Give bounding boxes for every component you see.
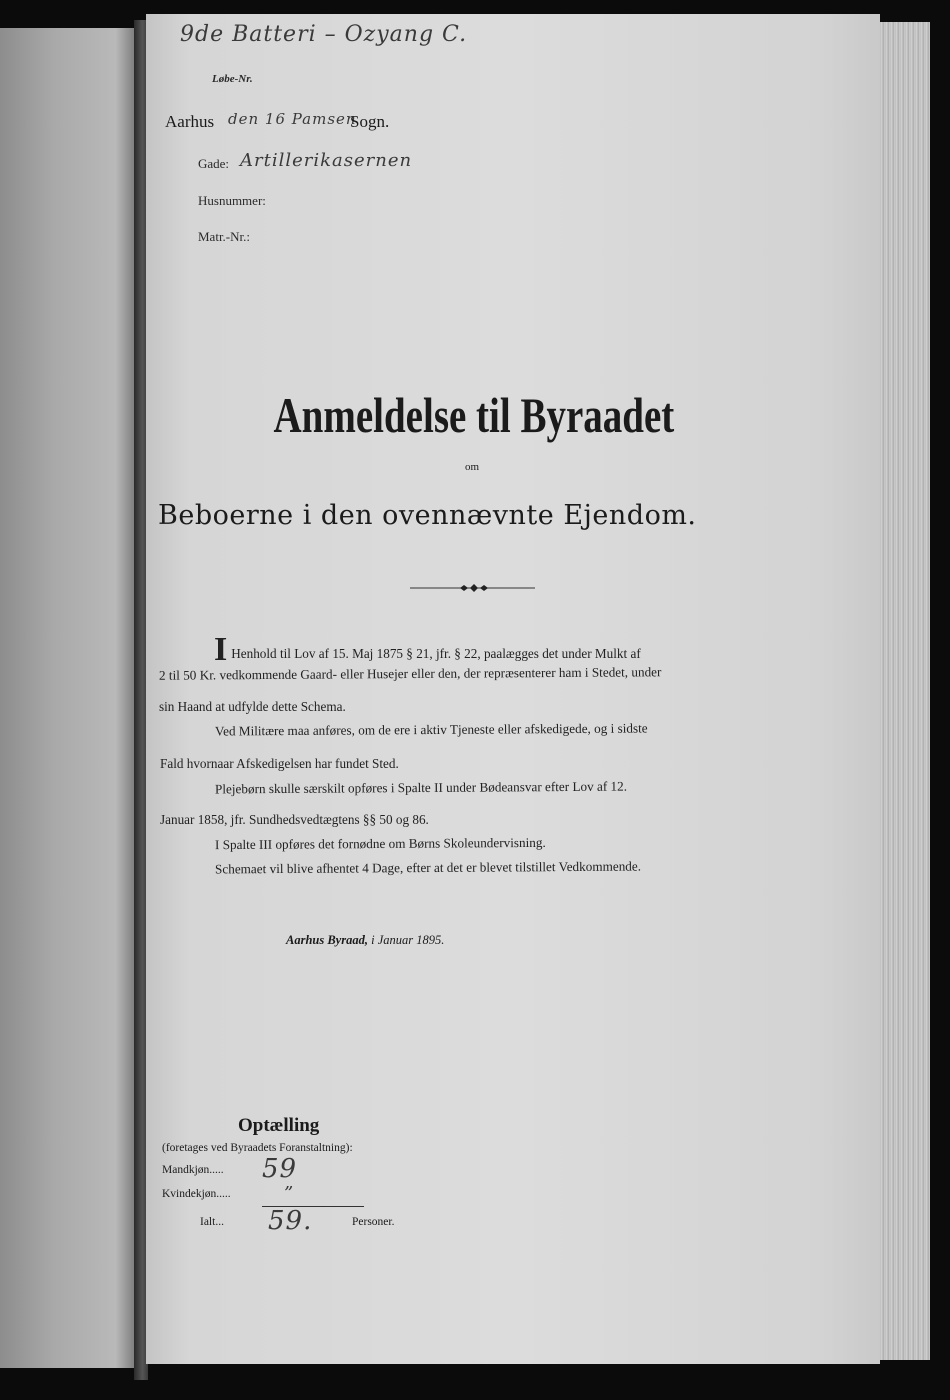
document-title: Anmeldelse til Byraadet bbox=[273, 387, 675, 443]
paragraph-1-line-1 bbox=[214, 631, 641, 668]
paragraph-3-line-1: Plejebørn skulle særskilt opføres i Spalte II under Bødeansvar efter Lov af 12. bbox=[214, 778, 628, 797]
gade-label: Gade: bbox=[198, 156, 230, 171]
left-page bbox=[0, 28, 136, 1368]
lobe-nr-label: Løbe-Nr. bbox=[212, 73, 253, 85]
paragraph-5-line-1: Schemaet vil blive afhentet 4 Dage, efter at det er blevet tilstillet Vedkommende. bbox=[214, 858, 642, 877]
signature-date: i Januar 1895. bbox=[371, 933, 445, 947]
parish-handwritten: den 16 Pamsen bbox=[228, 110, 357, 128]
handwritten-battery-note: 9de Batteri – Ozyang C. bbox=[180, 22, 468, 47]
paragraph-4-line-1: I Spalte III opføres det fornødne om Børns Skoleundervisning. bbox=[214, 834, 546, 853]
personer-label: Personer. bbox=[352, 1216, 395, 1228]
count-subtitle: (foretages ved Byraadets Foranstaltning): bbox=[162, 1142, 353, 1154]
gade-handwritten: Artillerikasernen bbox=[240, 150, 413, 171]
sogn-label: Sogn. bbox=[350, 112, 390, 131]
signature bbox=[286, 933, 444, 948]
paragraph-2-line-1: Ved Militære maa anføres, om de ere i aktiv Tjeneste eller afskedigede, og i sidste bbox=[214, 720, 648, 739]
document-page bbox=[146, 14, 880, 1364]
ialt-label: Ialt... bbox=[200, 1216, 224, 1228]
page-edges bbox=[880, 22, 930, 1360]
paragraph-1-line-2: 2 til 50 Kr. vedkommende Gaard- eller Husejer eller den, der repræsenterer ham i Stedet, under bbox=[158, 664, 662, 683]
mandkjon-label: Mandkjøn..... bbox=[162, 1164, 224, 1176]
paragraph-1-line-3: sin Haand at udfylde dette Schema. bbox=[159, 699, 346, 714]
paragraph-2-line-2: Fald hvornaar Afskedigelsen har fundet Sted. bbox=[160, 756, 399, 771]
dropcap: I bbox=[214, 631, 228, 668]
om-label: om bbox=[465, 461, 480, 473]
signature-name: Aarhus Byraad, bbox=[286, 933, 368, 947]
kvindekjon-label: Kvindekjøn..... bbox=[162, 1188, 231, 1200]
paragraph-3-line-2: Januar 1858, jfr. Sundhedsvedtægtens §§ 50 og 86. bbox=[160, 812, 429, 827]
kvindekjon-value: ” bbox=[284, 1183, 295, 1204]
document-subtitle: Beboerne i den ovennævnte Ejendom. bbox=[158, 500, 697, 531]
ialt-value: 59. bbox=[268, 1206, 313, 1236]
city-label: Aarhus bbox=[165, 112, 215, 131]
ornament-divider bbox=[410, 580, 535, 596]
count-title: Optælling bbox=[238, 1115, 320, 1136]
mandkjon-value: 59 bbox=[262, 1154, 298, 1184]
matr-nr-label: Matr.-Nr.: bbox=[198, 229, 250, 244]
husnummer-label: Husnummer: bbox=[198, 193, 266, 208]
p1-line1-text: Henhold til Lov af 15. Maj 1875 § 21, jfr. § 22, paalægges det under Mulkt af bbox=[231, 646, 641, 661]
